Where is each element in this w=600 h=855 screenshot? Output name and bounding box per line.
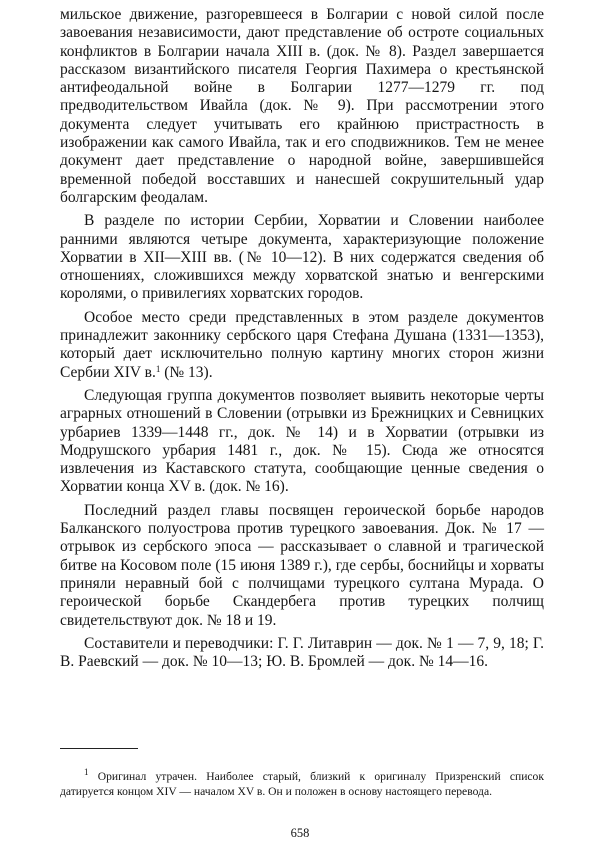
paragraph-4-text: Следующая группа документов позволяет выявить некоторые черты аграрных отношений в Словении (отрывки из Брежницких и Севницких урбариев 1339—1448 гг., док. № 14) и в Хорватии (отрывки из Модрушского урбария 1481 г., док. № 15). Сюда же относятся извлечения из Каставского статута, сообщающие ценные сведения о Хорватии конца XV в. (док. № 16).: [60, 386, 544, 496]
footnote: [60, 769, 544, 799]
paragraph-2: [60, 212, 544, 303]
page-body: [60, 6, 544, 671]
paragraph-3: [60, 309, 544, 382]
paragraph-6-text: Составители и переводчики: Г. Г. Литаврин — док. № 1 — 7, 9, 18; Г. В. Раевский — док. № 10—13; Ю. В. Бромлей — док. № 14—16.: [60, 634, 544, 671]
paragraph-3-text: Особое место среди представленных в этом разделе документов принадлежит законнику сербского царя Стефана Душана (1331—1353), который дает исключительно полную картину многих сторон жизни Сербии XIV в.: [60, 308, 544, 381]
paragraph-4: [60, 387, 544, 497]
paragraph-5: [60, 502, 544, 630]
paragraph-1-text: мильское движение, разгоревшееся в Болгарии с новой силой после завоевания независимости, дают представление об остроте социальных конфликтов в Болгарии начала XIII в. (док. № 8). Раздел завершается рассказом византийского писателя Георгия Пахимера о крестьянской антифеодальной войне в Болгарии 1277—1279 гг. под предводительством Ивайла (док. № 9). При рассмотрении этого документа следует учитывать его крайнюю пристрастность в изображении как самого Ивайла, так и его сподвижников. Тем не менее документ дает представление о народной войне, завершившейся временной победой восставших и нанесшей сокрушительный удар болгарским феодалам.: [60, 6, 544, 206]
page-number: 658: [290, 826, 310, 840]
paragraph-3-text-after: (№ 13).: [160, 363, 213, 381]
footnote-divider: [60, 748, 138, 749]
paragraph-2-text: В разделе по истории Сербии, Хорватии и Словении наиболее ранними являются четыре документа, характеризующие положение Хорватии в XII—XIII вв. (№ 10—12). В них содержатся сведения об отношениях, сложившихся между хорватской знатью и венгерскими королями, о привилегиях хорватских городов.: [60, 212, 544, 303]
footnote-mark: 1: [84, 767, 89, 777]
footnote-text: Оригинал утрачен. Наиболее старый, близкий к оригиналу Призренский список датируется концом XIV — началом XV в. Он и положен в основу настоящего перевода.: [60, 770, 544, 798]
footnote-reference: 1: [155, 363, 161, 374]
paragraph-5-text: Последний раздел главы посвящен героической борьбе народов Балканского полуострова против турецкого завоевания. Док. № 17 — отрывок из сербского эпоса — рассказывает о славной и трагической битве на Косовом поле (15 июня 1389 г.), где сербы, боснийцы и хорваты приняли неравный бой с полчищами турецкого султана Мурада. О героической борьбе Скандербега против турецких полчищ свидетельствуют док. № 18 и 19.: [60, 501, 544, 629]
paragraph-1: [60, 6, 544, 207]
paragraph-6: [60, 635, 544, 672]
